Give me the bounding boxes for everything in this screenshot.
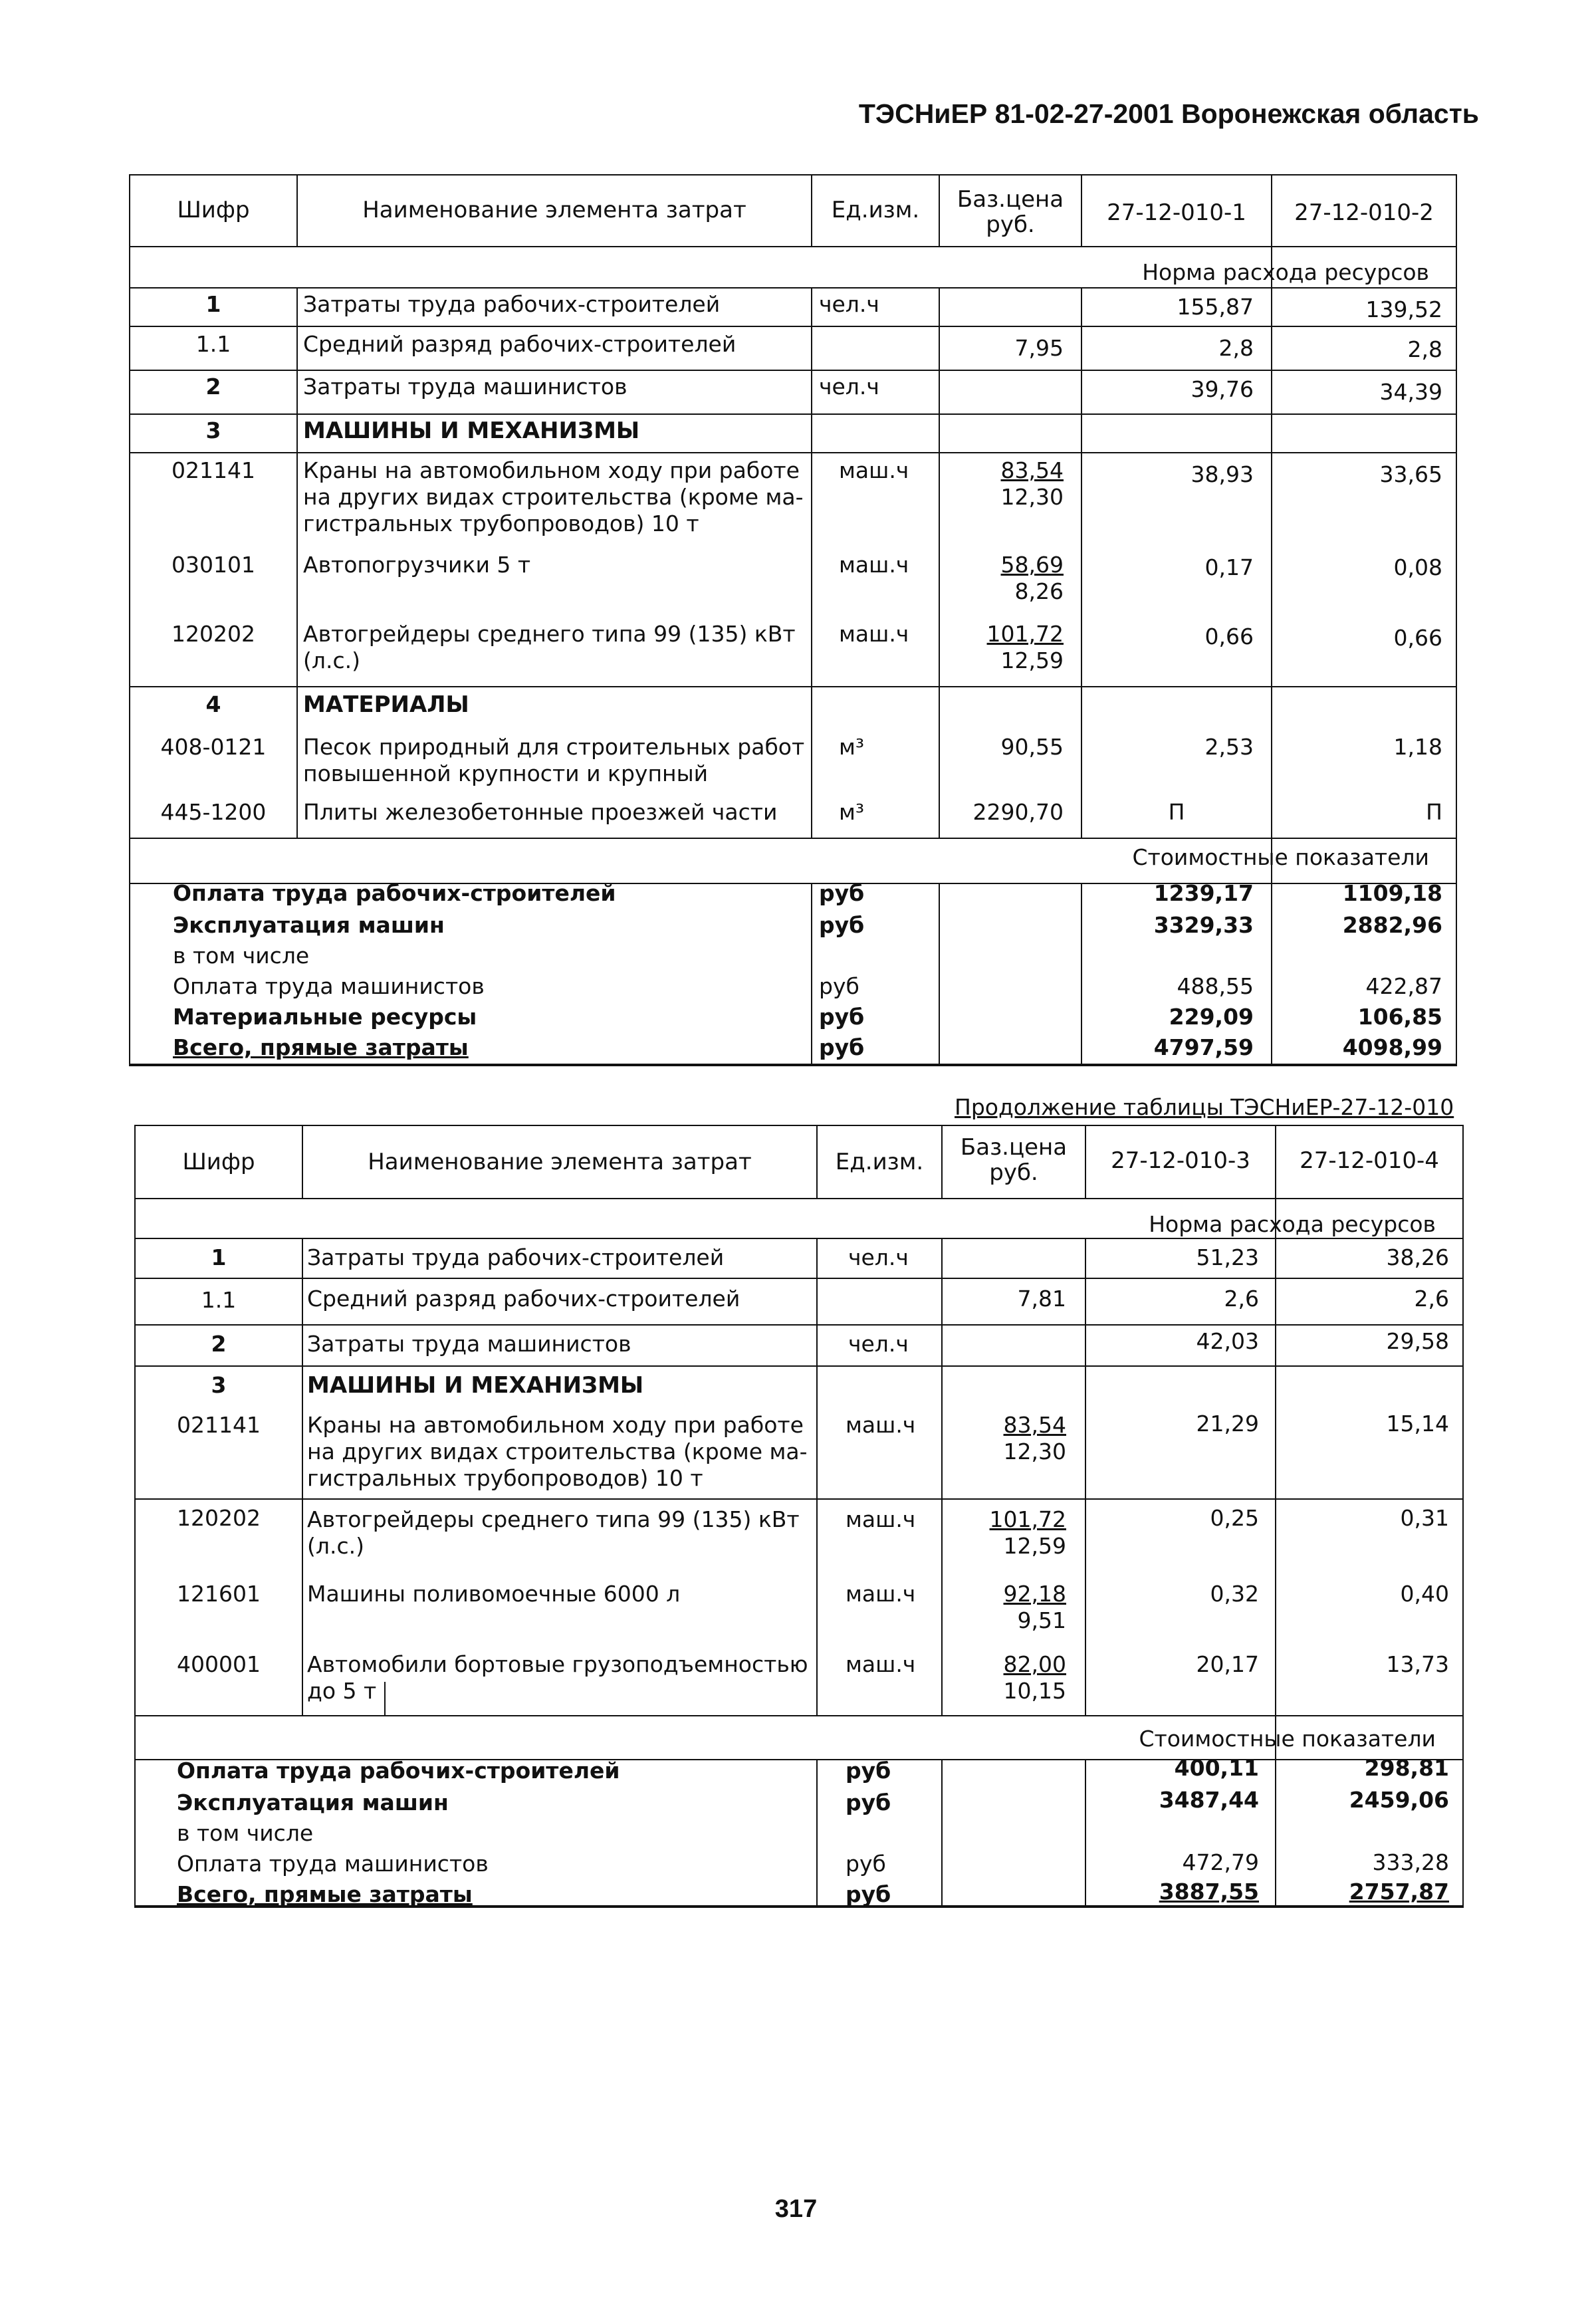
row-value-a: 39,76 bbox=[1191, 376, 1254, 402]
row-value-b: 0,08 bbox=[1393, 554, 1442, 580]
cost-total-a: 4797,59 bbox=[1153, 1034, 1254, 1060]
row-code: 1.1 bbox=[201, 1287, 237, 1313]
cost-total-b: 4098,99 bbox=[1342, 1034, 1442, 1060]
row-name-line: до 5 т bbox=[307, 1678, 377, 1704]
row-unit: м³ bbox=[839, 734, 865, 760]
row-code: 400001 bbox=[177, 1651, 261, 1677]
cost-value-b: 333,28 bbox=[1372, 1849, 1449, 1875]
row-name-line: Автогрейдеры среднего типа 99 (135) кВт bbox=[307, 1506, 800, 1532]
row-value-a: 38,93 bbox=[1191, 461, 1254, 487]
row-price-main: 101,72 bbox=[989, 1506, 1066, 1532]
cost-value-b: 1109,18 bbox=[1342, 880, 1442, 906]
cost-unit: руб bbox=[819, 973, 859, 999]
row-value-b: П bbox=[1426, 799, 1442, 825]
cost-name: Оплата труда рабочих-строителей bbox=[173, 880, 616, 906]
cost-value-b: 2459,06 bbox=[1349, 1787, 1449, 1813]
row-price-sub: 12,30 bbox=[1000, 484, 1064, 510]
row-value-b: 33,65 bbox=[1379, 461, 1442, 487]
col-header-price-2: руб. bbox=[986, 211, 1035, 238]
cost-value-b: 298,81 bbox=[1364, 1755, 1449, 1781]
row-price-sub: 12,30 bbox=[1003, 1439, 1066, 1464]
row-value-a: 42,03 bbox=[1196, 1328, 1259, 1354]
cost-total-b: 2757,87 bbox=[1349, 1879, 1449, 1905]
row-value-b: 38,26 bbox=[1386, 1244, 1449, 1270]
row-code: 1.1 bbox=[195, 331, 231, 357]
col-header-unit: Ед.изм. bbox=[835, 1149, 924, 1175]
row-unit: маш.ч bbox=[846, 1506, 916, 1532]
continuation-caption: Продолжение таблицы ТЭСНиЕР-27-12-010 bbox=[955, 1094, 1454, 1120]
row-price-sub: 10,15 bbox=[1003, 1678, 1066, 1704]
row-unit: маш.ч bbox=[846, 1581, 916, 1607]
row-name: Средний разряд рабочих-строителей bbox=[303, 331, 737, 357]
row-unit: чел.ч bbox=[819, 291, 879, 317]
row-code: 021141 bbox=[177, 1412, 261, 1438]
row-name-line: (л.с.) bbox=[307, 1533, 364, 1559]
row-name-line: Автомобили бортовые грузоподъемностью bbox=[307, 1651, 808, 1677]
row-unit: чел.ч bbox=[848, 1244, 909, 1270]
row-unit: маш.ч bbox=[846, 1651, 916, 1677]
row-value-b: 15,14 bbox=[1386, 1411, 1449, 1437]
row-name-line: Плиты железобетонные проезжей части bbox=[303, 799, 778, 825]
row-value-a: 155,87 bbox=[1177, 294, 1254, 320]
row-name-line: Песок природный для строительных работ bbox=[303, 734, 805, 760]
row-name: Затраты труда машинистов bbox=[303, 374, 627, 400]
section-code: 4 bbox=[205, 691, 221, 717]
row-value-b: 0,66 bbox=[1393, 625, 1442, 651]
row-name-line: (л.с.) bbox=[303, 647, 360, 673]
cost-unit: руб bbox=[819, 1034, 865, 1060]
row-name-line: Краны на автомобильном ходу при работе bbox=[303, 457, 800, 483]
row-name-line: Краны на автомобильном ходу при работе bbox=[307, 1412, 804, 1438]
cost-value-b: 422,87 bbox=[1365, 973, 1442, 999]
row-unit: чел.ч bbox=[848, 1331, 909, 1357]
row-value-a: 2,53 bbox=[1204, 734, 1254, 760]
row-price-main: 83,54 bbox=[1003, 1412, 1066, 1438]
cost-value-a: 1239,17 bbox=[1153, 880, 1254, 906]
row-name-line: Автопогрузчики 5 т bbox=[303, 552, 531, 578]
row-value-a: 0,66 bbox=[1204, 624, 1254, 649]
cost-total-name: Всего, прямые затраты bbox=[173, 1034, 469, 1060]
col-header-price-2: руб. bbox=[989, 1159, 1038, 1186]
cost-value-a: 3329,33 bbox=[1153, 912, 1254, 938]
row-value-a: П bbox=[1168, 799, 1185, 825]
cost-unit: руб bbox=[846, 1881, 891, 1907]
row-unit: маш.ч bbox=[839, 621, 909, 647]
cost-name: Эксплуатация машин bbox=[173, 912, 445, 938]
row-value-a: 0,25 bbox=[1210, 1505, 1259, 1531]
row-unit: маш.ч bbox=[839, 457, 909, 483]
row-price-sub: 8,26 bbox=[1014, 578, 1064, 604]
cost-subheading: в том числе bbox=[173, 943, 310, 969]
row-price: 7,95 bbox=[1014, 335, 1064, 361]
row-code: 030101 bbox=[171, 552, 255, 578]
col-header-unit: Ед.изм. bbox=[831, 197, 920, 223]
cost-value-a: 400,11 bbox=[1174, 1755, 1259, 1781]
section-title: МАШИНЫ И МЕХАНИЗМЫ bbox=[307, 1372, 644, 1399]
row-name: Затраты труда рабочих-строителей bbox=[303, 291, 721, 317]
cost-unit: руб bbox=[846, 1758, 891, 1784]
row-value-b: 0,31 bbox=[1400, 1505, 1449, 1531]
cost-value-b: 106,85 bbox=[1357, 1004, 1442, 1030]
col-header-a: 27-12-010-3 bbox=[1111, 1147, 1250, 1174]
row-price-sub: 12,59 bbox=[1000, 647, 1064, 673]
col-header-price-1: Баз.цена bbox=[957, 186, 1064, 213]
row-value-b: 1,18 bbox=[1393, 734, 1442, 760]
col-header-name: Наименование элемента затрат bbox=[368, 1149, 752, 1175]
cost-label: Стоимостные показатели bbox=[1139, 1726, 1436, 1752]
norm-label: Норма расхода ресурсов bbox=[1149, 1211, 1436, 1237]
row-price: 90,55 bbox=[1000, 734, 1064, 760]
cost-name: Материальные ресурсы bbox=[173, 1004, 477, 1030]
section-title: МАШИНЫ И МЕХАНИЗМЫ bbox=[303, 417, 640, 444]
cost-label: Стоимостные показатели bbox=[1132, 844, 1429, 870]
col-header-code: Шифр bbox=[182, 1149, 255, 1175]
cost-value-a: 3487,44 bbox=[1159, 1787, 1259, 1813]
cost-unit: руб bbox=[846, 1790, 891, 1815]
cost-subheading: в том числе bbox=[177, 1820, 314, 1846]
row-code: 408-0121 bbox=[160, 734, 267, 760]
row-price-main: 101,72 bbox=[986, 621, 1064, 647]
cost-name: Оплата труда рабочих-строителей bbox=[177, 1758, 620, 1784]
row-price: 7,81 bbox=[1017, 1286, 1066, 1312]
row-code: 2 bbox=[211, 1331, 227, 1357]
row-code: 021141 bbox=[171, 457, 255, 483]
col-header-b: 27-12-010-4 bbox=[1300, 1147, 1439, 1174]
cost-unit: руб bbox=[819, 912, 865, 938]
row-value-b: 34,39 bbox=[1379, 379, 1442, 405]
section-title: МАТЕРИАЛЫ bbox=[303, 691, 469, 718]
row-code: 1 bbox=[205, 291, 221, 317]
cost-unit: руб bbox=[846, 1851, 886, 1877]
cost-value-a: 229,09 bbox=[1169, 1004, 1254, 1030]
row-value-b: 29,58 bbox=[1386, 1328, 1449, 1354]
cost-value-b: 2882,96 bbox=[1342, 912, 1442, 938]
cost-total-name: Всего, прямые затраты bbox=[177, 1881, 473, 1907]
col-header-price-1: Баз.цена bbox=[960, 1134, 1068, 1161]
row-code: 120202 bbox=[177, 1505, 261, 1531]
cost-value-a: 472,79 bbox=[1182, 1849, 1259, 1875]
row-name-line: повышенной крупности и крупный bbox=[303, 760, 709, 786]
row-unit: м³ bbox=[839, 799, 865, 825]
row-code: 120202 bbox=[171, 621, 255, 647]
section-code: 3 bbox=[211, 1372, 227, 1398]
row-value-a: 51,23 bbox=[1196, 1244, 1259, 1270]
col-header-a: 27-12-010-1 bbox=[1107, 199, 1246, 226]
row-unit: чел.ч bbox=[819, 374, 879, 400]
cost-name: Оплата труда машинистов bbox=[177, 1851, 489, 1877]
row-name-line: Автогрейдеры среднего типа 99 (135) кВт bbox=[303, 621, 796, 647]
row-name: Средний разряд рабочих-строителей bbox=[307, 1286, 740, 1312]
row-name-line: на других видах строительства (кроме ма- bbox=[303, 484, 804, 510]
col-header-name: Наименование элемента затрат bbox=[362, 197, 746, 223]
row-name-line: на других видах строительства (кроме ма- bbox=[307, 1439, 808, 1464]
row-price-main: 92,18 bbox=[1003, 1581, 1066, 1607]
row-unit: маш.ч bbox=[839, 552, 909, 578]
row-value-b: 2,8 bbox=[1407, 336, 1442, 362]
row-unit: маш.ч bbox=[846, 1412, 916, 1438]
row-price-sub: 12,59 bbox=[1003, 1533, 1066, 1559]
document-header: ТЭСНиЕР 81-02-27-2001 Воронежская область bbox=[858, 98, 1479, 129]
section-code: 3 bbox=[205, 417, 221, 443]
row-value-a: 20,17 bbox=[1196, 1651, 1259, 1677]
row-value-a: 2,6 bbox=[1224, 1286, 1259, 1312]
cost-total-a: 3887,55 bbox=[1159, 1879, 1259, 1905]
cost-value-a: 488,55 bbox=[1177, 973, 1254, 999]
row-price-sub: 9,51 bbox=[1017, 1607, 1066, 1633]
norm-label: Норма расхода ресурсов bbox=[1142, 259, 1429, 285]
row-price: 2290,70 bbox=[972, 799, 1064, 825]
row-value-a: 21,29 bbox=[1196, 1411, 1259, 1437]
cost-unit: руб bbox=[819, 880, 865, 906]
row-value-b: 13,73 bbox=[1386, 1651, 1449, 1677]
row-price-main: 82,00 bbox=[1003, 1651, 1066, 1677]
col-header-code: Шифр bbox=[177, 197, 250, 223]
row-code: 445-1200 bbox=[160, 799, 267, 825]
row-name: Затраты труда рабочих-строителей bbox=[307, 1244, 725, 1270]
row-price-main: 58,69 bbox=[1000, 552, 1064, 578]
row-value-a: 0,32 bbox=[1210, 1581, 1259, 1607]
row-value-b: 139,52 bbox=[1365, 296, 1442, 322]
row-code: 121601 bbox=[177, 1581, 261, 1607]
row-name-line: Машины поливомоечные 6000 л bbox=[307, 1581, 681, 1607]
cost-name: Оплата труда машинистов bbox=[173, 973, 485, 999]
row-name-line: гистральных трубопроводов) 10 т bbox=[303, 511, 699, 536]
row-value-a: 2,8 bbox=[1218, 335, 1254, 361]
row-value-b: 2,6 bbox=[1414, 1286, 1449, 1312]
page-number: 317 bbox=[774, 2195, 818, 2223]
row-name: Затраты труда машинистов bbox=[307, 1331, 631, 1357]
row-price-main: 83,54 bbox=[1000, 457, 1064, 483]
row-code: 2 bbox=[205, 374, 221, 400]
row-name-line: гистральных трубопроводов) 10 т bbox=[307, 1465, 703, 1491]
row-value-b: 0,40 bbox=[1400, 1581, 1449, 1607]
row-value-a: 0,17 bbox=[1204, 554, 1254, 580]
cost-unit: руб bbox=[819, 1004, 865, 1030]
col-header-b: 27-12-010-2 bbox=[1294, 199, 1434, 226]
row-code: 1 bbox=[211, 1244, 227, 1270]
cost-name: Эксплуатация машин bbox=[177, 1790, 449, 1815]
